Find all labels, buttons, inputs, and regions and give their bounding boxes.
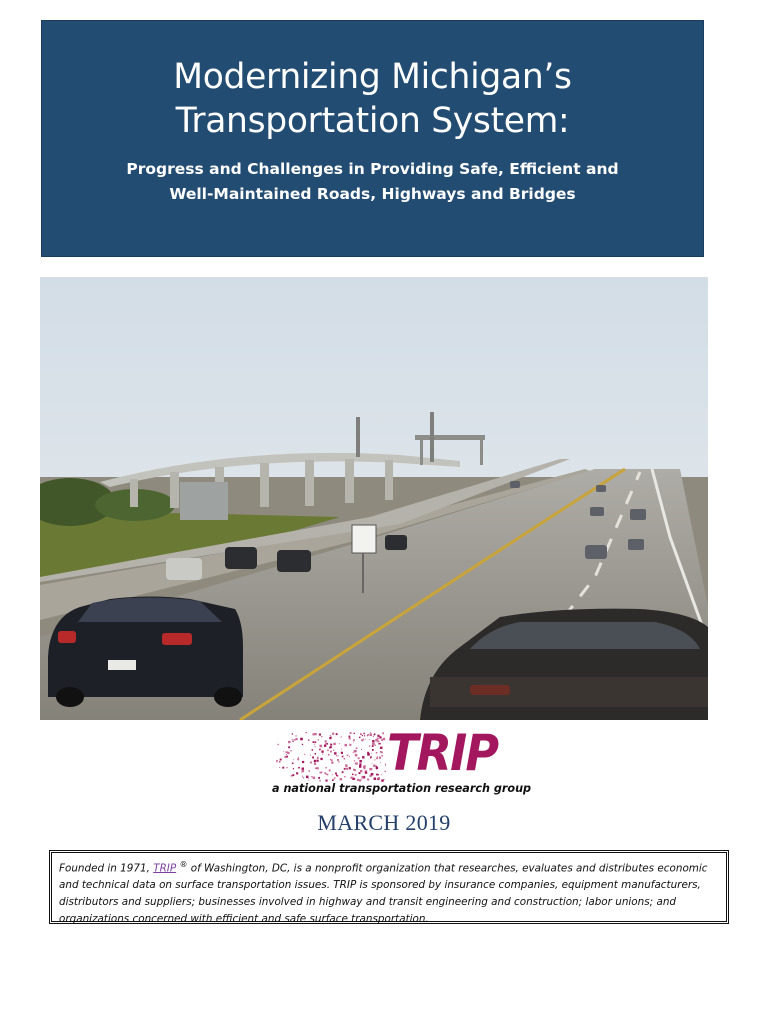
about-prefix: Founded in 1971, — [59, 862, 154, 875]
report-date: MARCH 2019 — [317, 810, 451, 835]
report-subtitle-line-2: Well-Maintained Roads, Highways and Bridges — [169, 185, 576, 203]
registered-mark: ® — [179, 860, 188, 869]
report-title-line-2: Transportation System: — [175, 101, 570, 141]
report-subtitle — [42, 157, 703, 207]
trip-logo-tagline: a national transportation research group — [272, 782, 532, 795]
report-title — [42, 55, 703, 143]
report-subtitle-line-1: Progress and Challenges in Providing Safe, Efficient and — [126, 160, 619, 178]
trip-link[interactable]: TRIP — [153, 862, 177, 875]
speckle-graphic — [276, 732, 386, 782]
about-trip-box — [49, 850, 729, 924]
cover-photo-highway — [40, 277, 708, 720]
trip-logo-wordmark: TRIP — [387, 724, 498, 782]
report-title-line-1: Modernizing Michigan’s — [173, 57, 572, 97]
title-banner — [41, 20, 704, 257]
trip-logo — [272, 724, 532, 800]
about-body: of Washington, DC, is a nonprofit organization that researches, evaluates and distributes economic and technical data on surface transportation issues. TRIP is sponsored by insurance companies, equipment manufacturers, distributors and suppliers; businesses involved in highway and transit engineering and construction; labor unions; and organizations concerned with efficient and safe surface transportation. — [59, 862, 708, 926]
